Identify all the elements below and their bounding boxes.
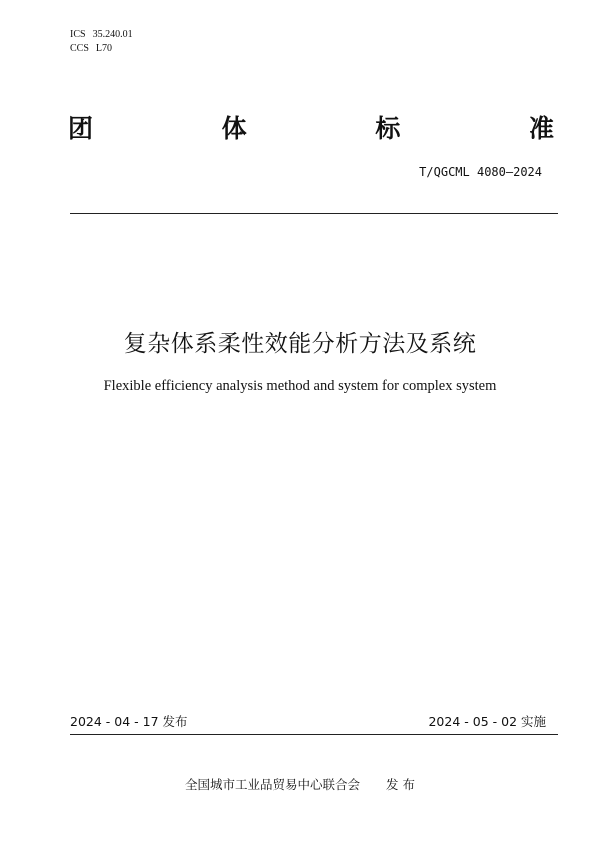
ics-value: 35.240.01 <box>92 29 133 40</box>
ics-code <box>70 29 133 41</box>
ccs-label: CCS <box>70 43 89 54</box>
publisher-organization: 全国城市工业品贸易中心联合会 <box>185 777 361 792</box>
implement-date: 2024 - 05 - 02 实施 <box>428 714 546 729</box>
standard-type-heading <box>68 112 554 146</box>
standard-type-char: 标 <box>375 114 401 143</box>
ics-label: ICS <box>70 29 86 40</box>
ccs-value: L70 <box>95 43 113 54</box>
publisher-line <box>0 776 600 794</box>
bottom-divider <box>70 734 558 735</box>
standard-type-char: 准 <box>528 114 554 143</box>
standard-type-char: 团 <box>68 114 94 143</box>
ccs-code <box>70 43 112 55</box>
document-title-chinese: 复杂体系柔性效能分析方法及系统 <box>123 331 477 357</box>
publish-date: 2024 - 04 - 17 发布 <box>70 714 188 729</box>
document-title-english: Flexible efficiency analysis method and system for complex system <box>103 378 497 394</box>
publisher-word: 发 布 <box>386 777 415 792</box>
standard-number: T/QGCML 4080—2024 <box>419 165 542 179</box>
top-divider <box>70 213 558 214</box>
standard-type-char: 体 <box>221 114 247 143</box>
